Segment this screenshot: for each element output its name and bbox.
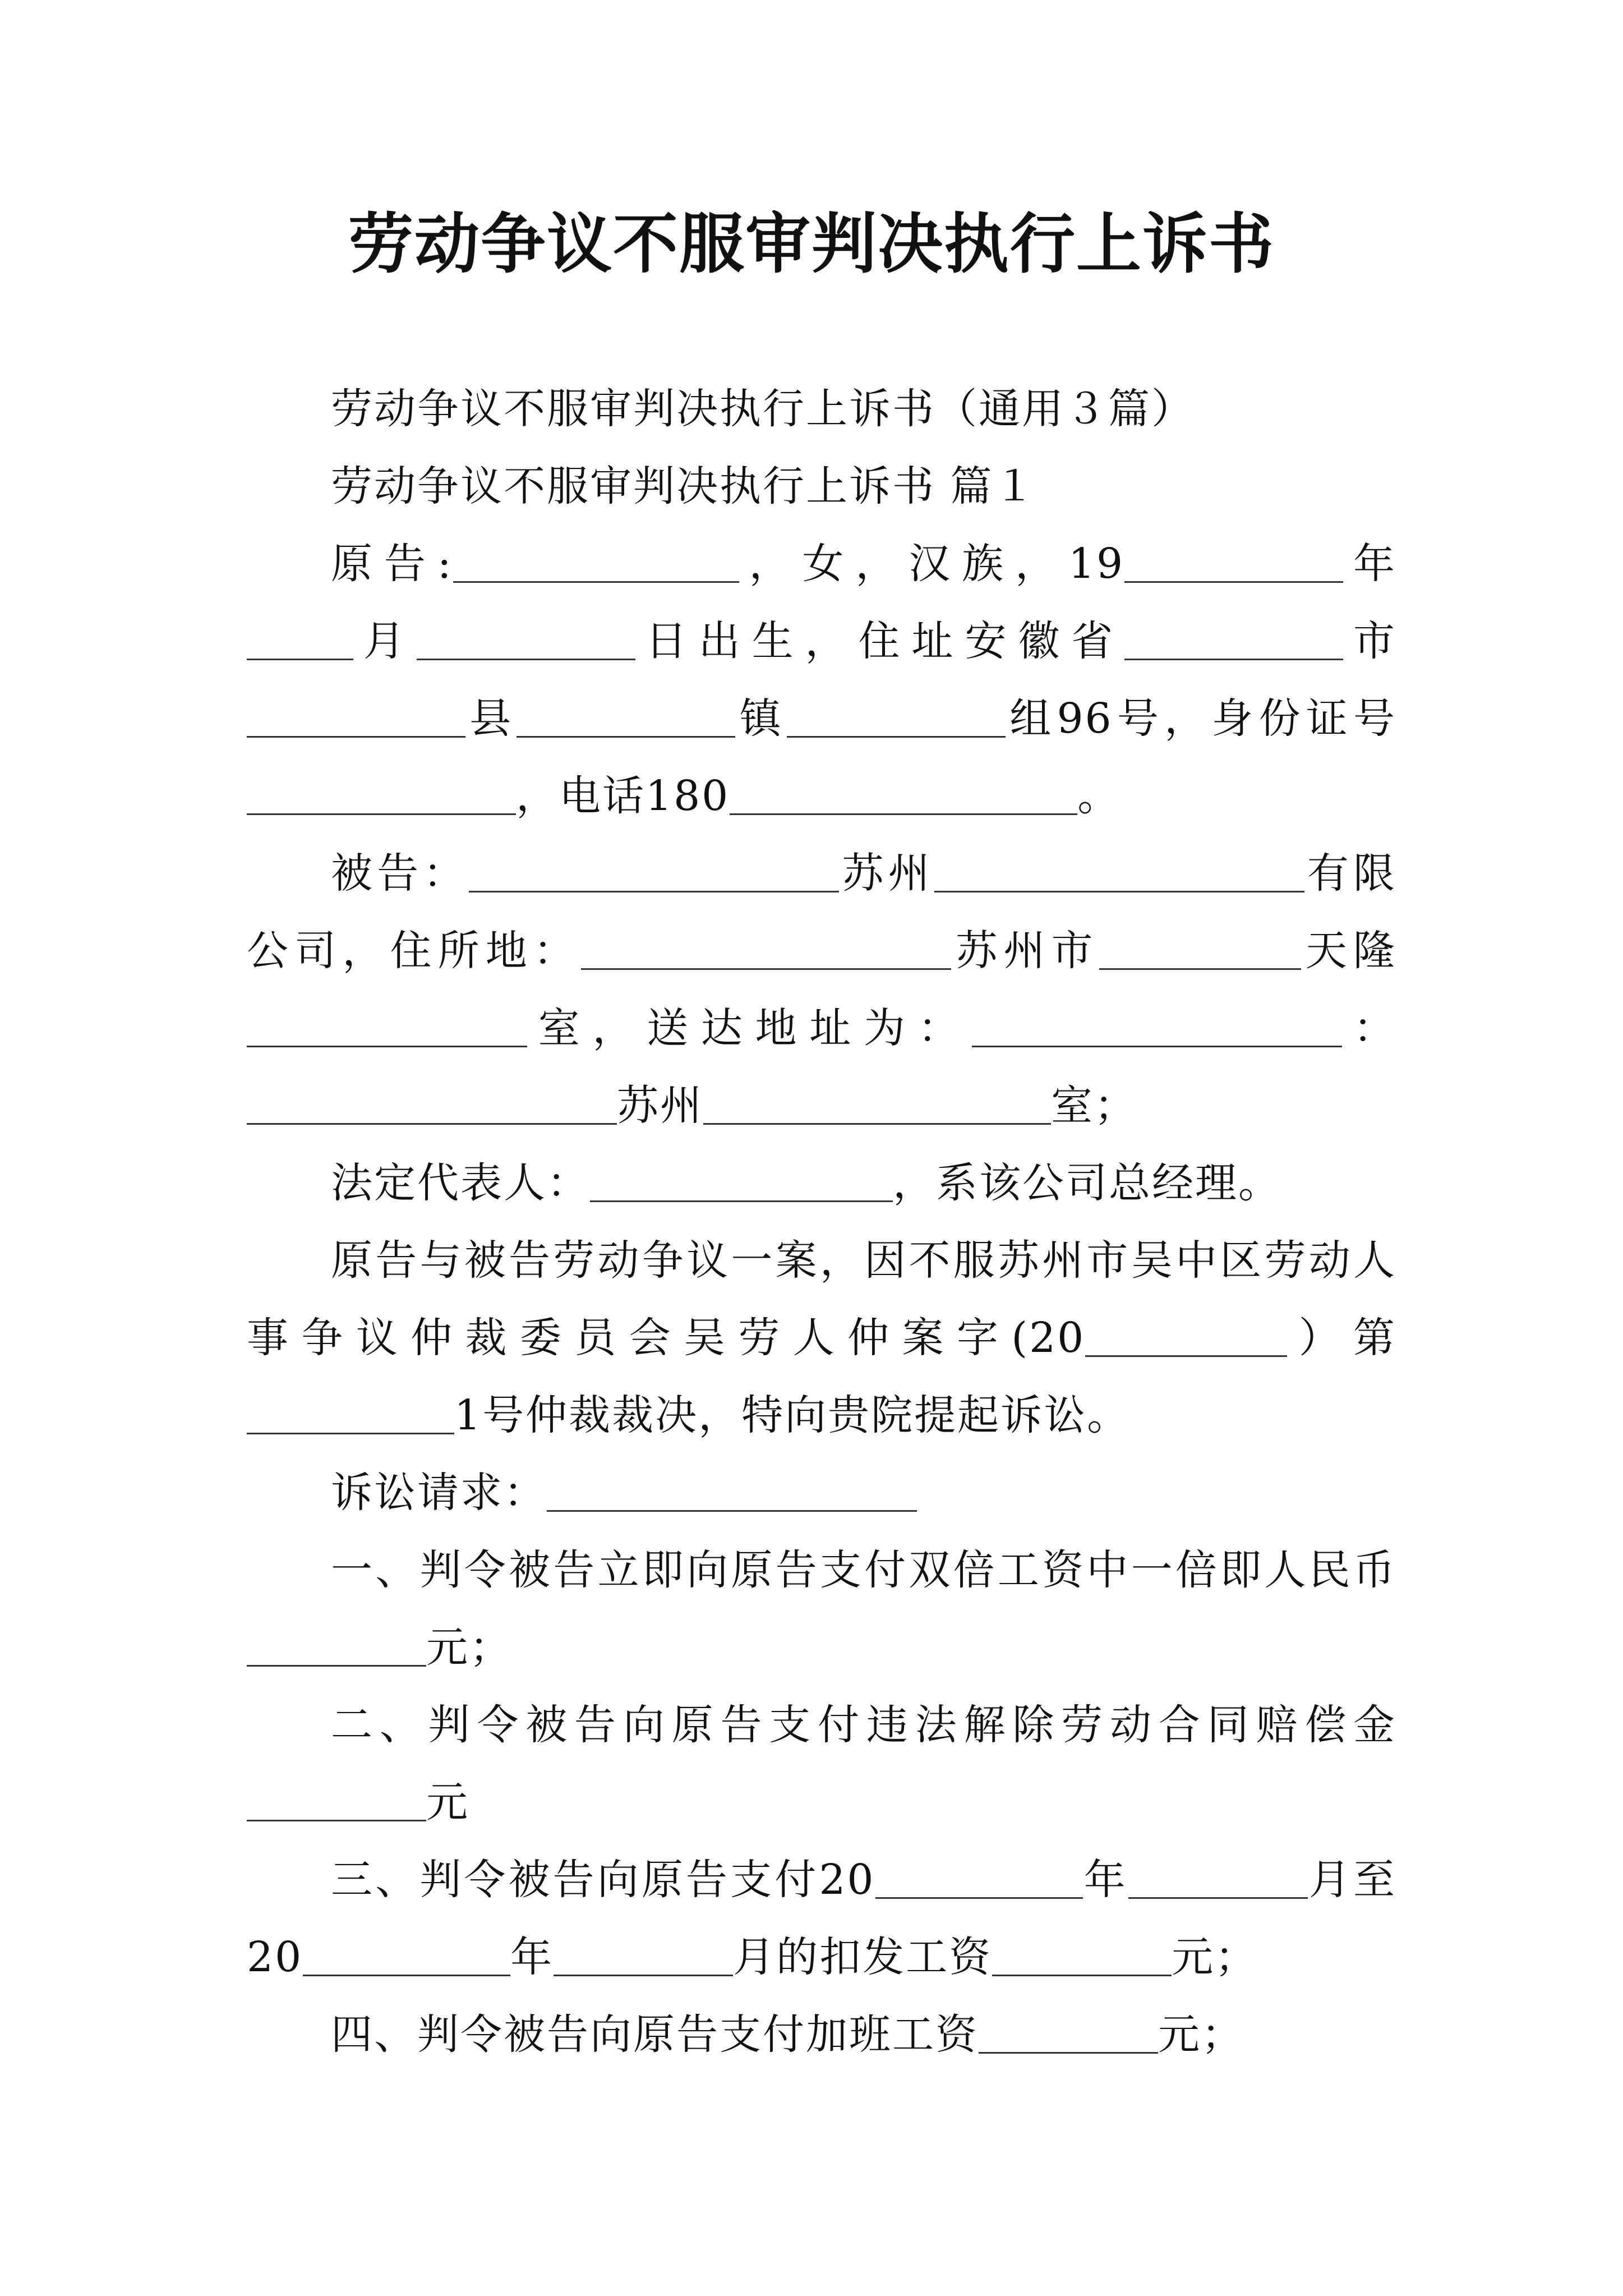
claim-text: 年 — [510, 1933, 554, 1981]
legal-rep-label: 法定代表人： — [331, 1159, 590, 1207]
claim-text: 二、判令被告向原告支付违法解除劳动合同赔偿金 — [331, 1701, 1396, 1749]
defendant-label: 被告： — [331, 849, 469, 898]
claim-text: 元 — [426, 1778, 469, 1826]
blank-field — [247, 1082, 617, 1125]
plaintiff-text: 市 — [1343, 617, 1397, 665]
blank-field — [247, 694, 465, 738]
blank-field — [453, 540, 739, 583]
claim-text: 四、判令被告向原告支付加班工资 — [331, 2010, 979, 2059]
blank-field — [992, 1933, 1172, 1976]
claim-text: 年 — [1082, 1856, 1128, 1904]
blank-field — [247, 1623, 426, 1667]
defendant-text: 室； — [1051, 1082, 1137, 1130]
blank-field — [247, 617, 353, 660]
claim-text: 一、判令被告立即向原告支付双倍工资中一倍即人民币 — [331, 1546, 1396, 1594]
plaintiff-text: 月 — [353, 617, 417, 665]
defendant-text: 有限 — [1304, 849, 1396, 898]
claim-text: 月的扣发工资 — [733, 1933, 993, 1981]
plaintiff-text: 年 — [1343, 540, 1396, 588]
blank-field — [247, 772, 516, 815]
case-intro-text: 原告与被告劳动争议一案，因不服苏州市吴中区劳动人事争议仲裁委员会吴劳人仲案字(20 — [247, 1236, 1396, 1362]
claim-text: 20 — [247, 1933, 303, 1981]
claim-text: 元； — [1172, 1933, 1258, 1981]
blank-field — [417, 617, 635, 660]
claim-text: 三、判令被告向原告支付20 — [331, 1856, 875, 1904]
blank-field — [875, 1856, 1083, 1899]
blank-field — [517, 694, 735, 738]
claim-text: 月至 — [1307, 1856, 1397, 1904]
plaintiff-paragraph — [247, 525, 1396, 835]
blank-field — [303, 1933, 510, 1976]
plaintiff-label: 原告: — [331, 540, 453, 588]
claim-4 — [247, 1996, 1396, 2073]
plaintiff-text: ，女，汉族，19 — [739, 540, 1125, 588]
plaintiff-text: 。 — [1077, 772, 1121, 820]
case-intro-text: 1号仲裁裁决，特向贵院提起诉讼。 — [454, 1391, 1131, 1439]
claim-2 — [247, 1686, 1396, 1841]
defendant-text: 公司，住所地： — [247, 927, 582, 975]
claims-label: 诉讼请求： — [331, 1469, 547, 1517]
blank-field — [1085, 1314, 1287, 1357]
blank-field — [469, 849, 839, 892]
blank-field — [1124, 540, 1343, 583]
blank-field — [934, 849, 1304, 892]
claim-1 — [247, 1531, 1396, 1686]
blank-field — [703, 1082, 1051, 1125]
defendant-paragraph — [247, 835, 1396, 1144]
blank-field — [1128, 1856, 1308, 1899]
blank-field — [247, 1778, 426, 1821]
blank-field — [787, 694, 1006, 738]
subtitle: 劳动争议不服审判决执行上诉书（通用３篇） — [331, 385, 1195, 433]
blank-field — [581, 927, 951, 970]
defendant-text: 苏州市 — [951, 927, 1099, 975]
claim-3 — [247, 1841, 1396, 1996]
blank-field — [247, 1391, 454, 1434]
claim-text: 元； — [1158, 2010, 1244, 2059]
document-title: 劳动争议不服审判决执行上诉书 — [348, 206, 1275, 282]
document-body — [247, 370, 1396, 2073]
blank-field — [547, 1469, 917, 1512]
claims-heading — [247, 1454, 1396, 1531]
blank-field — [247, 1004, 527, 1047]
plaintiff-text: 组96号，身份证号 — [1005, 694, 1397, 743]
blank-field — [972, 1004, 1342, 1047]
plaintiff-text: 县 — [465, 694, 517, 743]
defendant-text: 苏州 — [617, 1082, 703, 1130]
defendant-text: 天隆 — [1301, 927, 1397, 975]
defendant-text: ： — [1342, 1004, 1397, 1052]
defendant-text: 苏州 — [839, 849, 934, 898]
claim-text: 元； — [426, 1623, 513, 1672]
blank-field — [979, 2010, 1158, 2054]
plaintiff-text: ， — [516, 772, 559, 820]
case-intro-text: ）第 — [1287, 1314, 1397, 1362]
plaintiff-text: 镇 — [735, 694, 787, 743]
section-heading: 劳动争议不服审判决执行上诉书 篇１ — [331, 462, 1037, 510]
case-intro — [247, 1222, 1396, 1454]
blank-field — [1124, 617, 1343, 660]
blank-field — [590, 1159, 893, 1202]
plaintiff-text: 日出生，住址安徽省 — [635, 617, 1125, 665]
blank-field — [1099, 927, 1301, 970]
blank-field — [554, 1933, 733, 1976]
defendant-text: 室，送达地址为： — [527, 1004, 972, 1052]
blank-field — [730, 772, 1077, 815]
legal-representative — [247, 1144, 1396, 1222]
plaintiff-text: 电话180 — [559, 772, 730, 820]
legal-rep-text: ，系该公司总经理。 — [893, 1159, 1281, 1207]
